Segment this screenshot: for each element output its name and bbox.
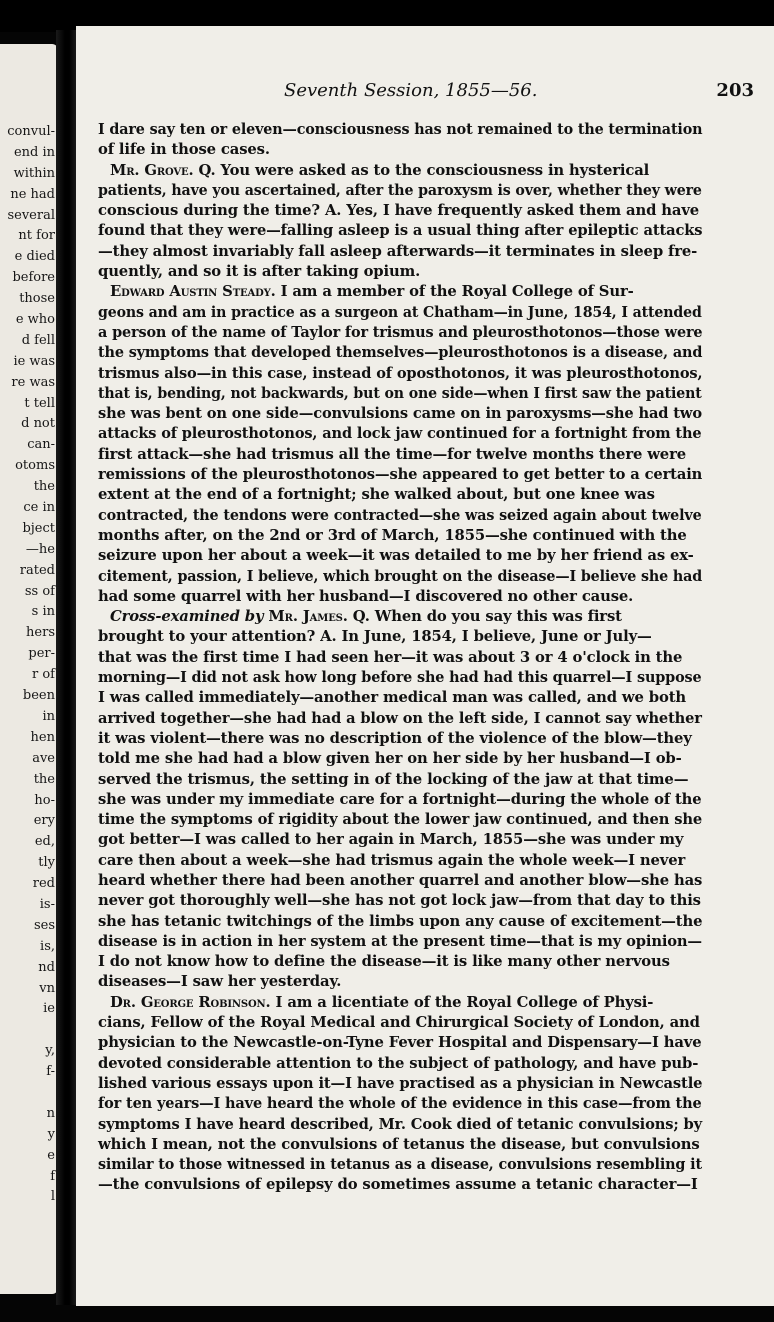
left-fragment-line: ses (33, 917, 55, 933)
text-line (98, 770, 702, 790)
text-line (98, 201, 702, 221)
left-fragment-line: s in (31, 604, 55, 620)
text-line (98, 668, 702, 688)
left-fragment-line: e who (15, 312, 55, 328)
left-fragment-line: end in (13, 144, 55, 160)
left-fragment-line (0, 1083, 58, 1104)
left-fragment-line: ne had (10, 186, 55, 202)
left-fragment-line: —he (25, 541, 55, 557)
line-text: physician to the Newcastle-on-Tyne Fever Hospital and Dispensary—I have (98, 1034, 702, 1052)
text-line (98, 546, 702, 566)
text-line (98, 242, 702, 262)
text-line (98, 1054, 702, 1074)
line-text: had some quarrel with her husband—I discovered no other cause. (98, 587, 634, 605)
left-page-text-fragments (0, 122, 58, 1208)
line-text: seizure upon her about a week—it was detailed to me by her friend as ex- (98, 547, 694, 565)
text-line (98, 384, 702, 404)
left-fragment-line: ery (33, 813, 55, 829)
text-line (98, 120, 703, 140)
left-fragment-line: per- (28, 646, 55, 662)
text-line (98, 567, 703, 587)
line-text: the symptoms that developed themselves—pleurosthotonos is a disease, and (98, 344, 703, 362)
text-line (98, 749, 702, 769)
text-line (98, 364, 703, 384)
left-fragment-line: e (47, 1147, 55, 1163)
page-number: 203 (716, 80, 754, 101)
line-text: that was the first time I had seen her—it was about 3 or 4 o'clock in the (98, 648, 683, 666)
text-line (98, 972, 702, 992)
left-fragment-line: red (32, 876, 55, 892)
text-line (98, 810, 703, 830)
line-text: arrived together—she had had a blow on the left side, I cannot say whether (98, 709, 702, 727)
line-text: lished various essays upon it—I have practised as a physician in Newcastle (98, 1074, 703, 1092)
text-line (98, 140, 702, 160)
line-text: trismus also—in this case, instead of oposthotonos, it was pleurosthotonos, (98, 364, 703, 382)
line-text: similar to those witnessed in tetanus as a disease, convulsions resembling it (98, 1156, 702, 1174)
speaker-name: Mr. James. (263, 608, 348, 626)
left-fragment-line: ed, (34, 834, 55, 850)
left-fragment-line: hen (30, 729, 55, 745)
text-line (98, 262, 702, 282)
text-line (98, 891, 702, 911)
left-fragment-line: hers (26, 625, 55, 641)
line-text: care then about a week—she had trismus again the whole week—I never (98, 851, 686, 869)
text-line (98, 161, 702, 181)
text-line (98, 465, 703, 485)
left-fragment-line: ce in (23, 500, 55, 516)
left-fragment-line: ss of (24, 583, 55, 599)
line-text: served the trismus, the setting in of the locking of the jaw at that time— (98, 770, 689, 788)
left-fragment-line: in (42, 708, 55, 724)
line-text: morning—I did not ask how long before she had had this quarrel—I suppose (98, 669, 702, 687)
line-text: of life in those cases. (98, 141, 270, 159)
text-line (98, 404, 702, 424)
text-line (98, 303, 702, 323)
text-line (98, 1013, 702, 1033)
text-line (98, 790, 700, 810)
line-text: for ten years—I have heard the whole of the evidence in this case—from the (98, 1095, 702, 1113)
left-fragment-line: l (50, 1189, 55, 1205)
left-fragment-line: re was (11, 374, 55, 390)
text-line (98, 485, 702, 505)
text-line (98, 424, 702, 444)
text-line (98, 323, 703, 343)
left-fragment-line: convul- (7, 124, 55, 139)
text-line (98, 912, 702, 932)
text-line (98, 445, 702, 465)
left-fragment-line: those (19, 291, 55, 307)
text-line (98, 688, 702, 708)
text-line (98, 1175, 702, 1195)
line-text: it was violent—there was no description of the violence of the blow—they (98, 729, 692, 747)
line-text: cians, Fellow of the Royal Medical and Chirurgical Society of London, and (98, 1014, 700, 1032)
text-line (98, 851, 702, 871)
running-title: Seventh Session, 1855—56. (284, 80, 538, 101)
text-line (98, 1094, 702, 1114)
text-line (98, 506, 702, 526)
line-text: extent at the end of a fortnight; she walked about, but one knee was (98, 486, 655, 504)
line-text: geons and am in practice as a surgeon at Chatham—in June, 1854, I attended (98, 303, 702, 321)
left-fragment-line: the (33, 771, 55, 787)
line-text: I do not know how to define the disease—it is like many other nervous (98, 953, 670, 971)
line-text: I dare say ten or eleven—consciousness has not remained to the termination (98, 121, 703, 138)
text-line (98, 648, 702, 668)
speaker-name: Dr. George Robinson. (110, 993, 271, 1011)
left-fragment-line: ave (32, 750, 55, 766)
left-fragment-line: ho- (34, 792, 55, 808)
line-text: devoted considerable attention to the subject of pathology, and have pub- (98, 1054, 699, 1072)
left-fragment-line: is, (40, 938, 55, 954)
line-text: found that they were—falling asleep is a usual thing after epileptic attacks (98, 222, 703, 240)
line-text: got better—I was called to her again in March, 1855—she was under my (98, 831, 684, 849)
left-fragment-line: bject (22, 520, 55, 536)
line-text: symptoms I have heard described, Mr. Cook died of tetanic convulsions; by (98, 1115, 703, 1133)
left-fragment-line (0, 1020, 58, 1041)
text-line (98, 932, 702, 952)
text-line (98, 1115, 703, 1135)
line-text: remissions of the pleurosthotonos—she appeared to get better to a certain (98, 466, 703, 484)
left-fragment-line: nd (38, 959, 55, 975)
line-text: patients, have you ascertained, after the paroxysm is over, whether they were (98, 181, 702, 199)
line-text: attacks of pleurosthotonos, and lock jaw continued for a fortnight from the (98, 425, 702, 443)
speaker-name: Mr. Grove. (110, 161, 194, 179)
left-fragment-line: several (7, 207, 55, 223)
line-text: brought to your attention? A. In June, 1854, I believe, June or July— (98, 628, 652, 646)
left-fragment-line: r of (32, 667, 55, 683)
left-fragment-line: before (12, 270, 55, 286)
book-gutter (56, 30, 78, 1305)
left-fragment-line: f- (46, 1064, 55, 1080)
line-text: —the convulsions of epilepsy do sometimes assume a tetanic character—I (98, 1176, 698, 1194)
line-text: she has tetanic twitchings of the limbs upon any cause of excitement—the (98, 912, 703, 930)
line-text: citement, passion, I believe, which brought on the disease—I believe she had (98, 567, 703, 585)
line-text: Q. You were asked as to the consciousness in hysterical (193, 161, 650, 179)
text-line (98, 343, 703, 363)
line-text: told me she had had a blow given her on her side by her husband—I ob- (98, 750, 682, 768)
text-line (98, 709, 702, 729)
left-page-edge (0, 44, 58, 1294)
line-text: —they almost invariably fall asleep afterwards—it terminates in sleep fre- (98, 242, 698, 260)
left-fragment-line: e died (14, 249, 55, 265)
left-fragment-line: t tell (24, 395, 55, 411)
left-fragment-line: tly (38, 855, 55, 871)
text-line (98, 221, 703, 241)
page-body-text (98, 120, 702, 1196)
line-text: disease is in action in her system at the present time—that is my opinion— (98, 932, 702, 950)
text-line (98, 729, 702, 749)
text-line (98, 627, 702, 647)
left-fragment-line: nt for (18, 228, 55, 244)
text-line (98, 1155, 702, 1175)
left-fragment-line: is- (39, 896, 55, 912)
line-text: I am a member of the Royal College of Sur- (275, 283, 634, 301)
line-text: contracted, the tendons were contracted—she was seized again about twelve (98, 506, 702, 524)
line-text: a person of the name of Taylor for trismus and pleurosthotonos—those were (98, 323, 703, 341)
speaker-name: Edward Austin Steady. (110, 283, 276, 301)
line-text: time the symptoms of rigidity about the lower jaw continued, and then she (98, 811, 703, 829)
text-line (98, 587, 702, 607)
left-fragment-line: otoms (15, 458, 55, 474)
left-fragment-line: ie (43, 1001, 55, 1017)
left-fragment-line: d fell (21, 332, 55, 348)
text-line (98, 526, 702, 546)
text-line (98, 952, 702, 972)
text-line (98, 1135, 702, 1155)
text-line (98, 1033, 702, 1053)
line-text: I was called immediately—another medical man was called, and we both (98, 689, 686, 707)
line-text: that is, bending, not backwards, but on one side—when I first saw the patient (98, 384, 702, 402)
text-line (98, 282, 702, 302)
line-text: quently, and so it is after taking opium. (98, 263, 421, 281)
text-line (98, 993, 702, 1013)
line-text: heard whether there had been another quarrel and another blow—she has (98, 871, 703, 889)
left-fragment-line: been (22, 688, 55, 704)
left-fragment-line: n (46, 1105, 55, 1121)
line-text: conscious during the time? A. Yes, I have frequently asked them and have (98, 202, 700, 220)
left-fragment-line: can- (27, 437, 55, 453)
left-fragment-line: within (13, 165, 55, 181)
left-fragment-line: rated (19, 562, 55, 578)
line-text: she was under my immediate care for a fortnight—during the whole of the (98, 790, 702, 808)
speaker-name: Cross-examined by (110, 608, 264, 626)
line-text: Q. When do you say this was first (347, 608, 622, 626)
line-text: she was bent on one side—convulsions came on in paroxysms—she had two (98, 405, 702, 423)
text-line (98, 607, 702, 627)
text-line (98, 1074, 703, 1094)
line-text: first attack—she had trismus all the time—for twelve months there were (98, 445, 686, 463)
text-line (98, 830, 702, 850)
text-line (98, 871, 702, 891)
line-text: which I mean, not the convulsions of tetanus the disease, but convulsions (98, 1135, 700, 1153)
left-fragment-line: y, (45, 1043, 55, 1059)
left-fragment-line: vn (39, 980, 55, 996)
line-text: never got thoroughly well—she has not got lock jaw—from that day to this (98, 892, 701, 910)
left-fragment-line: the (33, 479, 55, 495)
line-text: months after, on the 2nd or 3rd of March, 1855—she continued with the (98, 526, 687, 544)
left-fragment-line: f (50, 1168, 55, 1184)
text-line (98, 181, 702, 201)
page-header (76, 80, 774, 106)
line-text: diseases—I saw her yesterday. (98, 973, 342, 991)
left-fragment-line: ie was (13, 353, 55, 369)
line-text: I am a licentiate of the Royal College of Physi- (270, 993, 654, 1011)
left-fragment-line: y (47, 1126, 55, 1142)
left-fragment-line: d not (21, 416, 55, 432)
